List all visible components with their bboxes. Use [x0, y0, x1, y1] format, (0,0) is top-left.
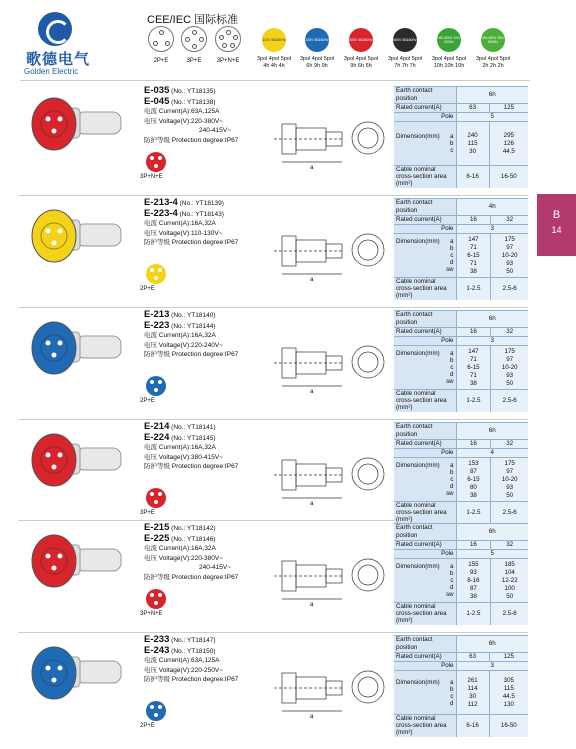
voltage-color-icon: 230V 50&60Hz	[305, 28, 329, 52]
product-photo	[26, 92, 122, 154]
earth-position-value: 6h	[456, 636, 528, 653]
dimension-title: Dimension(mm)	[396, 563, 440, 570]
dimension-label	[394, 122, 456, 166]
svg-text:a: a	[310, 501, 314, 507]
spec-table	[394, 523, 528, 625]
technical-drawing	[264, 322, 388, 410]
rated-current-label: Rated current(A)	[394, 216, 456, 225]
socket-face-icon	[181, 26, 207, 52]
rated-current-value: 125	[489, 653, 528, 662]
technical-drawing	[264, 647, 388, 735]
product-row	[18, 521, 528, 633]
voltage-color-icon: >50-500V 100-300Hz	[437, 28, 461, 52]
product-code-line	[144, 209, 274, 220]
cable-area-value: 1-2.5	[456, 390, 491, 412]
socket-face-label: 2P+E	[153, 58, 169, 64]
product-number: (No.: YT18145)	[169, 434, 216, 442]
spec-table	[394, 310, 528, 412]
dimension-value: 175 97 10-20 93 50	[491, 346, 528, 390]
product-spec	[144, 86, 274, 145]
socket-face-icon	[215, 26, 241, 52]
product-code-line	[144, 646, 274, 657]
voltage-spec: 电压 Voltage(V):220-240V~	[144, 341, 223, 349]
earth-position-label: Earth contact position	[394, 423, 456, 440]
product-number: (No.: YT18146)	[169, 535, 216, 543]
pole-label: Pole	[394, 449, 456, 458]
current-spec: 电流 Current(A):16A,32A	[144, 444, 216, 451]
cable-area-value: 2.5-6	[491, 278, 528, 300]
current-spec: 电流 Current(A):16A,32A	[144, 332, 216, 339]
dimension-value: 155 93 8-16 87 38	[456, 559, 491, 603]
current-spec: 电流 Current(A):63A,125A	[144, 108, 220, 115]
plug-face-label: 3P+E	[140, 510, 155, 516]
technical-drawing	[264, 210, 388, 298]
cable-area-label: Cable nominal cross-section area (mm²)	[394, 166, 456, 188]
socket-face-label: 3P+N+E	[216, 58, 240, 64]
product-code: E-233	[144, 634, 170, 645]
product-code: E-243	[144, 644, 170, 656]
rated-current-value: 32	[491, 440, 528, 449]
voltage-spec: 电压 Voltage(V):380-415V~	[144, 453, 223, 461]
rated-current-value: 16	[456, 328, 491, 337]
dimension-label	[394, 458, 456, 502]
dimension-value: 175 97 10-20 93 50	[491, 458, 528, 502]
brand-name-en: Golden Electric	[24, 67, 79, 76]
dimension-label	[394, 346, 456, 390]
svg-text:a: a	[310, 714, 314, 720]
voltage-pole-label: 3pol 4pol 5pol 7h 7h 7h	[387, 56, 423, 69]
product-spec	[144, 198, 274, 248]
rated-current-value: 32	[491, 328, 528, 337]
product-row	[18, 420, 528, 524]
plug-face-icon	[146, 376, 166, 396]
dimension-keys: a b c	[450, 133, 454, 154]
dimension-title: Dimension(mm)	[396, 462, 440, 469]
product-code-line	[144, 534, 274, 545]
protection-spec: 防护等级 Protection degree:IP67	[144, 351, 239, 358]
current-spec: 电流 Current(A):16A,32A	[144, 545, 216, 552]
dimension-title: Dimension(mm)	[396, 678, 440, 686]
svg-text:a: a	[310, 165, 314, 171]
voltage-spec: 电压 Voltage(V):220-250V~	[144, 666, 223, 674]
rated-current-value: 32	[491, 216, 528, 225]
spec-table	[394, 635, 528, 737]
dimension-value: 240 115 30	[456, 122, 489, 166]
rated-current-value: 16	[456, 216, 491, 225]
cable-area-value: 2.5-6	[491, 390, 528, 412]
voltage-spec-extra: 240-415V~	[199, 564, 231, 571]
product-spec	[144, 523, 274, 582]
dimension-value: 295 126 44.5	[489, 122, 528, 166]
product-photo	[26, 428, 122, 490]
rated-current-value: 16	[456, 440, 491, 449]
product-photo	[26, 204, 122, 266]
dimension-value: 305 115 44.5 130	[489, 671, 528, 715]
product-row	[18, 196, 528, 308]
voltage-color-icon: 110V 50&60Hz	[262, 28, 286, 52]
rated-current-label: Rated current(A)	[394, 104, 456, 113]
current-spec: 电流 Current(A):16A,32A	[144, 220, 216, 227]
standard-title: CEE/IEC 国际标准	[147, 14, 239, 26]
rated-current-label: Rated current(A)	[394, 541, 456, 550]
socket-face-label: 3P+E	[186, 58, 202, 64]
socket-face-icon	[148, 26, 174, 52]
rated-current-value: 16	[456, 541, 491, 550]
earth-position-value: 6h	[456, 423, 528, 440]
product-photo	[26, 529, 122, 591]
technical-drawing	[264, 434, 388, 522]
cable-area-label: Cable nominal cross-section area (mm²)	[394, 603, 456, 625]
product-number: (No.: YT18147)	[169, 637, 216, 644]
rated-current-value: 32	[491, 541, 528, 550]
pole-value: 3	[456, 337, 528, 346]
product-code: E-223-4	[144, 207, 178, 219]
product-spec	[144, 635, 274, 685]
dimension-value: 147 71 6-15 71 38	[456, 346, 491, 390]
pole-value: 5	[456, 550, 528, 559]
product-row	[18, 308, 528, 420]
earth-position-label: Earth contact position	[394, 636, 456, 653]
product-photo	[26, 641, 122, 703]
protection-spec: 防护等级 Protection degree:IP67	[144, 463, 239, 470]
cable-area-value: 6-16	[456, 166, 489, 188]
dimension-value: 261 114 30 112	[456, 671, 489, 715]
rated-current-value: 63	[456, 104, 489, 113]
product-code: E-213-4	[144, 197, 178, 208]
product-code: E-215	[144, 522, 170, 533]
brand-logo-icon	[38, 12, 72, 46]
voltage-color-icon: 400V 50&60Hz	[349, 28, 373, 52]
product-number: (No.: YT18138)	[169, 98, 216, 106]
voltage-spec: 电压 Voltage(V):220-380V~	[144, 554, 223, 562]
protection-spec: 防护等级 Protection degree:IP67	[144, 676, 239, 683]
spec-table	[394, 198, 528, 300]
product-number: (No.: YT18141)	[169, 424, 216, 431]
plug-face-icon	[146, 589, 166, 609]
dimension-value: 147 71 6-15 71 38	[456, 234, 491, 278]
pole-label: Pole	[394, 113, 456, 122]
product-code: E-213	[144, 309, 170, 320]
earth-position-value: 4h	[456, 199, 528, 216]
rated-current-label: Rated current(A)	[394, 440, 456, 449]
cable-area-value: 16-50	[489, 166, 528, 188]
pole-value: 4	[456, 449, 528, 458]
header-divider	[20, 80, 530, 81]
product-code: E-035	[144, 85, 170, 96]
technical-drawing	[264, 535, 388, 623]
product-number: (No.: YT18144)	[169, 322, 216, 330]
product-spec	[144, 310, 274, 360]
voltage-spec: 电压 Voltage(V):110-130V~	[144, 229, 223, 237]
voltage-pole-label: 3pol 4pol 5pol 2h 2h 2h	[475, 56, 511, 69]
dimension-value: 153 87 6-15 80 38	[456, 458, 491, 502]
cable-area-label: Cable nominal cross-section area (mm²)	[394, 502, 456, 524]
rated-current-value: 63	[456, 653, 489, 662]
pole-value: 3	[456, 662, 528, 671]
product-spec	[144, 422, 274, 472]
dimension-keys: a b c d sw	[445, 462, 454, 497]
pole-value: 3	[456, 225, 528, 234]
product-code: E-225	[144, 532, 170, 544]
earth-position-label: Earth contact position	[394, 199, 456, 216]
product-code: E-045	[144, 95, 170, 107]
product-code: E-214	[144, 421, 170, 432]
technical-drawing	[264, 98, 388, 186]
voltage-spec-extra: 240-415V~	[199, 127, 231, 134]
cable-area-value: 6-16	[456, 715, 489, 737]
product-code: E-223	[144, 319, 170, 331]
product-number: (No.: YT18150)	[169, 647, 216, 655]
plug-face-label: 2P+E	[140, 723, 155, 729]
pole-value: 5	[456, 113, 528, 122]
section-tab[interactable]	[537, 194, 576, 256]
product-number: (No.: YT18135)	[169, 88, 216, 95]
earth-position-value: 6h	[456, 87, 528, 104]
cable-area-label: Cable nominal cross-section area (mm²)	[394, 390, 456, 412]
svg-text:a: a	[310, 277, 314, 283]
plug-face-icon	[146, 152, 166, 172]
plug-face-icon	[146, 488, 166, 508]
protection-spec: 防护等级 Protection degree:IP67	[144, 239, 239, 246]
plug-face-icon	[146, 701, 166, 721]
dimension-value: 185 104 12-22 100 50	[491, 559, 528, 603]
rated-current-label: Rated current(A)	[394, 328, 456, 337]
voltage-pole-label: 3pol 4pol 5pol 6h 9h 9h	[299, 56, 335, 69]
pole-label: Pole	[394, 550, 456, 559]
section-letter: B	[552, 209, 561, 221]
voltage-pole-label: 3pol 4pol 5pol 9h 6h 6h	[343, 56, 379, 69]
dimension-keys: a b c d sw	[445, 238, 454, 273]
dimension-value: 175 97 10-20 93 50	[491, 234, 528, 278]
earth-position-label: Earth contact position	[394, 311, 456, 328]
dimension-keys: a b c d	[450, 678, 454, 707]
product-code-line	[144, 433, 274, 444]
product-number: (No.: YT18140)	[169, 312, 216, 319]
svg-text:a: a	[310, 602, 314, 608]
dimension-title: Dimension(mm)	[396, 238, 440, 245]
voltage-spec: 电压 Voltage(V):220-380V~	[144, 117, 223, 125]
cable-area-value: 1-2.5	[456, 502, 491, 524]
product-code: E-224	[144, 431, 170, 443]
plug-face-label: 3P+N+E	[140, 174, 163, 180]
current-spec: 电流 Current(A):63A,125A	[144, 657, 220, 664]
product-photo	[26, 316, 122, 378]
dimension-keys: a b c d sw	[445, 563, 454, 598]
dimension-keys: a b c d sw	[445, 350, 454, 385]
dimension-title: Dimension(mm)	[396, 133, 440, 140]
dimension-title: Dimension(mm)	[396, 350, 440, 357]
plug-face-label: 3P+N+E	[140, 611, 163, 617]
cable-area-label: Cable nominal cross-section area (mm²)	[394, 715, 456, 737]
plug-face-label: 2P+E	[140, 398, 155, 404]
product-number: (No.: YT18142)	[169, 525, 216, 532]
pole-label: Pole	[394, 662, 456, 671]
product-number: (No.: YT18143)	[177, 210, 224, 218]
protection-spec: 防护等级 Protection degree:IP67	[144, 573, 239, 581]
voltage-pole-label: 3pol 4pol 5pol 10h 10h 10h	[431, 56, 467, 69]
cable-area-label: Cable nominal cross-section area (mm²)	[394, 278, 456, 300]
earth-position-value: 6h	[456, 311, 528, 328]
product-code-line	[144, 321, 274, 332]
cable-area-value: 1-2.5	[456, 278, 491, 300]
page-number: 14	[551, 225, 562, 235]
cable-area-value: 16-50	[489, 715, 528, 737]
earth-position-value: 6h	[456, 524, 528, 541]
plug-face-label: 2P+E	[140, 286, 155, 292]
protection-spec: 防护等级 Protection degree:IP67	[144, 136, 239, 144]
earth-position-label: Earth contact position	[394, 87, 456, 104]
voltage-pole-label: 3pol 4pol 5pol 4h 4h 4h	[256, 56, 292, 69]
brand-name-cn: 歌德电气	[26, 51, 91, 68]
product-code-line	[144, 97, 274, 108]
cable-area-value: 2.5-6	[491, 603, 528, 625]
rated-current-label: Rated current(A)	[394, 653, 456, 662]
pole-label: Pole	[394, 225, 456, 234]
product-row	[18, 84, 528, 196]
earth-position-label: Earth contact position	[394, 524, 456, 541]
voltage-color-icon: >50-500V 300-500Hz	[481, 28, 505, 52]
pole-label: Pole	[394, 337, 456, 346]
product-row	[18, 633, 528, 745]
rated-current-value: 125	[489, 104, 528, 113]
spec-table	[394, 422, 528, 524]
dimension-label	[394, 234, 456, 278]
dimension-label	[394, 559, 456, 603]
voltage-color-icon: 500V 50&60Hz	[393, 28, 417, 52]
svg-text:a: a	[310, 389, 314, 395]
cable-area-value: 2.5-6	[491, 502, 528, 524]
dimension-label	[394, 671, 456, 715]
plug-face-icon	[146, 264, 166, 284]
product-number: (No.: YT18139)	[177, 200, 224, 207]
spec-table	[394, 86, 528, 188]
cable-area-value: 1-2.5	[456, 603, 491, 625]
